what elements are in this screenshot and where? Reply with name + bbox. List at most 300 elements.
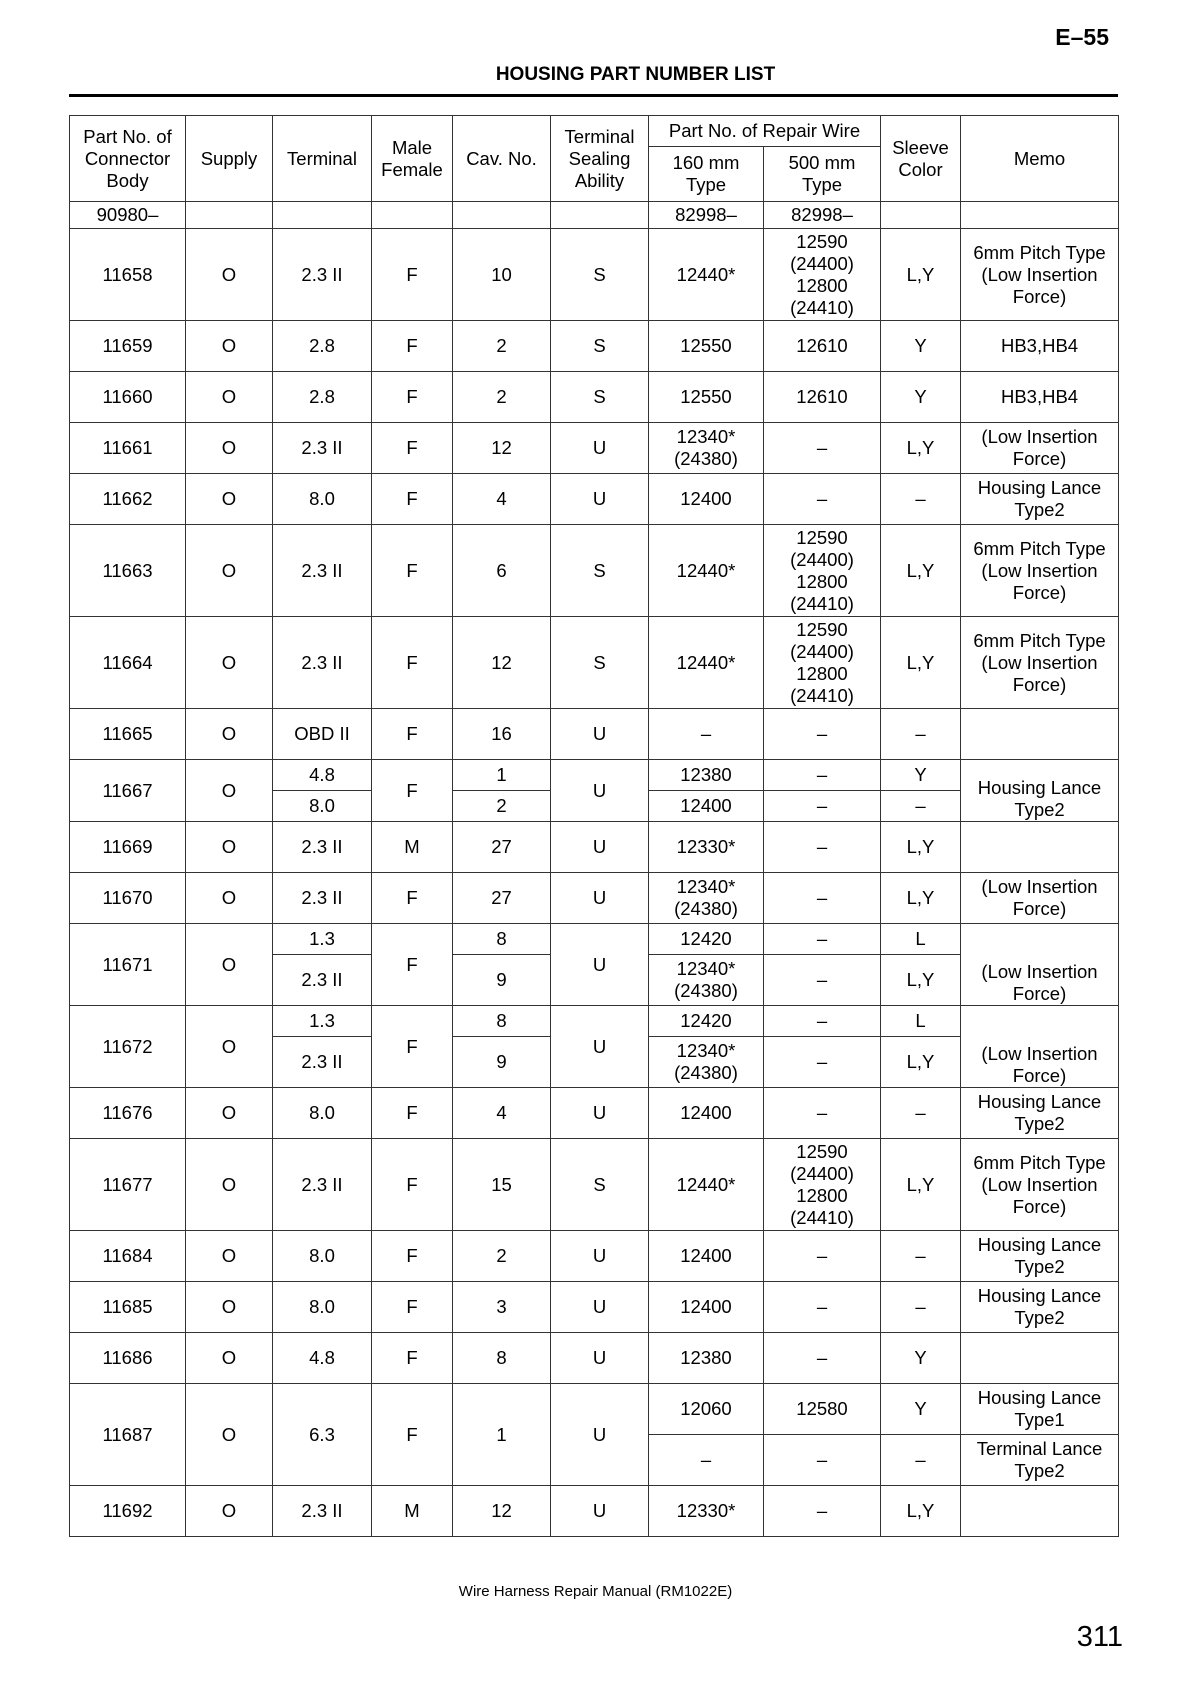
- cell-cav-no: 12: [453, 423, 551, 474]
- wire-500mm-value: –: [816, 969, 828, 990]
- cell-part-no: 11663: [70, 525, 186, 617]
- memo-line: (Low Insertion: [981, 876, 1098, 897]
- cell-wire-500mm: [764, 474, 881, 525]
- cell-terminal: 8.0: [273, 1231, 372, 1282]
- cell-terminal: 2.3 II: [273, 1139, 372, 1231]
- cell-wire-160mm: [649, 1333, 764, 1384]
- cell-cav-no: 2: [453, 1231, 551, 1282]
- cell-sealing: U: [551, 1384, 649, 1486]
- cell-wire-160mm: [649, 1435, 764, 1486]
- header-160mm: [649, 147, 764, 202]
- memo-line: (Low Insertion: [981, 426, 1098, 447]
- header-male-female: [372, 116, 453, 202]
- cell-cav-no: 15: [453, 1139, 551, 1231]
- cell-cav-no: 3: [453, 1282, 551, 1333]
- cell-cav-no: 2: [453, 321, 551, 372]
- cell-part-no: 11661: [70, 423, 186, 474]
- wire-160mm-value: 12440*: [676, 1173, 736, 1195]
- cell-sealing: U: [551, 474, 649, 525]
- wire-160mm-value: 12330*: [676, 836, 736, 857]
- cell-supply: O: [186, 822, 273, 873]
- cell-male-female: M: [372, 822, 453, 873]
- cell-cav-no: 9: [453, 1037, 551, 1088]
- table-row: [70, 1333, 1119, 1384]
- cell-sleeve-color: L,Y: [881, 822, 961, 873]
- cell-part-no: 11670: [70, 873, 186, 924]
- prefix-row: [70, 202, 1119, 229]
- cell-part-no: 11664: [70, 617, 186, 709]
- header-female: Female: [381, 158, 443, 180]
- cell-sealing: U: [551, 822, 649, 873]
- cell-part-no: 11660: [70, 372, 186, 423]
- wire-500mm-value: –: [816, 887, 828, 908]
- cell-terminal: 2.3 II: [273, 229, 372, 321]
- cell-wire-500mm: [764, 873, 881, 924]
- memo-line: Type2: [1014, 1256, 1065, 1277]
- cell-male-female: F: [372, 1139, 453, 1231]
- header-160mm-line: Type: [685, 174, 727, 195]
- cell-cav-no: 1: [453, 760, 551, 791]
- cell-wire-160mm: [649, 525, 764, 617]
- memo-line: Type2: [1014, 1460, 1065, 1481]
- memo-line: HB3,HB4: [1000, 335, 1079, 356]
- cell-supply: O: [186, 760, 273, 822]
- cell-cav-no: 12: [453, 617, 551, 709]
- header-memo: Memo: [961, 116, 1119, 202]
- empty-cell: [881, 202, 961, 229]
- wire-500mm-value: (24400): [790, 252, 854, 274]
- cell-part-no: 11686: [70, 1333, 186, 1384]
- page-title: HOUSING PART NUMBER LIST: [495, 64, 776, 85]
- wire-500mm-value: (24400): [790, 1162, 854, 1184]
- cell-supply: O: [186, 1088, 273, 1139]
- wire-160mm-value: 12400: [680, 1102, 732, 1123]
- memo-line: Housing Lance: [977, 477, 1102, 498]
- cell-terminal: 2.3 II: [273, 955, 372, 1006]
- wire-500mm-value: (24400): [790, 640, 854, 662]
- table-row: [70, 229, 1119, 321]
- cell-cav-no: 12: [453, 1486, 551, 1537]
- cell-supply: O: [186, 321, 273, 372]
- cell-wire-160mm: [649, 1037, 764, 1088]
- cell-cav-no: 10: [453, 229, 551, 321]
- cell-wire-160mm: [649, 372, 764, 423]
- cell-cav-no: 6: [453, 525, 551, 617]
- table-row: [70, 709, 1119, 760]
- cell-sleeve-color: –: [881, 1435, 961, 1486]
- footer-manual-title: Wire Harness Repair Manual (RM1022E): [458, 1583, 733, 1600]
- memo-line: Force): [1012, 898, 1067, 919]
- cell-wire-500mm: [764, 1333, 881, 1384]
- wire-160mm-value: (24380): [674, 448, 738, 469]
- cell-memo: [961, 1282, 1119, 1333]
- header-part-no-line: Part No. of: [83, 125, 172, 147]
- cell-wire-500mm: [764, 1037, 881, 1088]
- header-sealing-line: Terminal: [564, 125, 635, 147]
- empty-cell: [961, 202, 1119, 229]
- cell-sleeve-color: Y: [881, 1333, 961, 1384]
- wire-160mm-value: (24380): [674, 898, 738, 919]
- wire-500mm-value: –: [816, 764, 828, 785]
- cell-cav-no: 16: [453, 709, 551, 760]
- cell-terminal: 8.0: [273, 791, 372, 822]
- cell-part-no: 11687: [70, 1384, 186, 1486]
- cell-supply: O: [186, 525, 273, 617]
- empty-cell: [453, 202, 551, 229]
- table-row: [70, 321, 1119, 372]
- cell-cav-no: 2: [453, 791, 551, 822]
- cell-male-female: F: [372, 1282, 453, 1333]
- cell-sleeve-color: L,Y: [881, 1486, 961, 1537]
- cell-wire-500mm: [764, 1006, 881, 1037]
- table-row: [70, 924, 1119, 955]
- memo-line: Type2: [1014, 1307, 1065, 1328]
- cell-part-no: 11677: [70, 1139, 186, 1231]
- cell-sealing: U: [551, 709, 649, 760]
- header-sealing-line: Sealing: [568, 147, 631, 169]
- cell-supply: O: [186, 1333, 273, 1384]
- heading-rule: [69, 94, 1118, 97]
- header-500mm: [764, 147, 881, 202]
- cell-wire-160mm: [649, 1088, 764, 1139]
- cell-wire-500mm: [764, 1486, 881, 1537]
- cell-supply: O: [186, 617, 273, 709]
- wire-500mm-value: (24410): [790, 684, 854, 706]
- wire-500mm-value: –: [816, 723, 828, 744]
- cell-sleeve-color: Y: [881, 321, 961, 372]
- cell-terminal: OBD II: [273, 709, 372, 760]
- wire-160mm-value: 12380: [680, 1347, 732, 1368]
- wire-500mm-value: 12800: [796, 274, 848, 296]
- table-row: [70, 822, 1119, 873]
- cell-male-female: F: [372, 1006, 453, 1088]
- cell-supply: O: [186, 1006, 273, 1088]
- cell-sealing: U: [551, 924, 649, 1006]
- cell-wire-500mm: [764, 372, 881, 423]
- cell-terminal: 4.8: [273, 1333, 372, 1384]
- wire-160mm-value: (24380): [674, 980, 738, 1001]
- cell-male-female: F: [372, 924, 453, 1006]
- cell-sleeve-color: L: [881, 924, 961, 955]
- memo-line: Housing Lance: [977, 1234, 1102, 1255]
- cell-sleeve-color: Y: [881, 1384, 961, 1435]
- memo-line: 6mm Pitch Type: [973, 537, 1106, 559]
- memo-line: (Low Insertion: [981, 961, 1098, 982]
- cell-supply: O: [186, 229, 273, 321]
- table-row: [70, 423, 1119, 474]
- cell-memo: [961, 924, 1119, 1006]
- cell-part-no: 11665: [70, 709, 186, 760]
- cell-wire-160mm: [649, 1486, 764, 1537]
- cell-wire-160mm: [649, 1006, 764, 1037]
- table-row: [70, 1486, 1119, 1537]
- cell-male-female: F: [372, 617, 453, 709]
- cell-sleeve-color: Y: [881, 372, 961, 423]
- cell-sealing: U: [551, 1231, 649, 1282]
- wire-160mm-value: 12330*: [676, 1500, 736, 1521]
- cell-cav-no: 27: [453, 822, 551, 873]
- empty-cell: [372, 202, 453, 229]
- prefix-part: 90980–: [70, 202, 186, 229]
- cell-wire-500mm: [764, 617, 881, 709]
- cell-wire-500mm: [764, 791, 881, 822]
- header-sealing: [551, 116, 649, 202]
- cell-memo: [961, 474, 1119, 525]
- wire-500mm-value: 12610: [796, 386, 848, 407]
- memo-line: Type2: [1014, 799, 1065, 820]
- cell-memo: [961, 423, 1119, 474]
- cell-memo: [961, 1006, 1119, 1088]
- memo-line: 6mm Pitch Type: [973, 241, 1106, 263]
- cell-sleeve-color: L,Y: [881, 1037, 961, 1088]
- wire-160mm-value: 12340*: [676, 958, 736, 979]
- cell-sealing: U: [551, 1088, 649, 1139]
- memo-line: Force): [1012, 448, 1067, 469]
- prefix-wire500: 82998–: [764, 202, 881, 229]
- cell-memo: [961, 709, 1119, 760]
- cell-memo: [961, 229, 1119, 321]
- wire-500mm-value: –: [816, 1051, 828, 1072]
- memo-line: HB3,HB4: [1000, 386, 1079, 407]
- cell-part-no: 11671: [70, 924, 186, 1006]
- table-row: [70, 760, 1119, 791]
- cell-wire-500mm: [764, 229, 881, 321]
- cell-terminal: 8.0: [273, 1088, 372, 1139]
- cell-memo: [961, 873, 1119, 924]
- cell-part-no: 11692: [70, 1486, 186, 1537]
- cell-cav-no: 4: [453, 1088, 551, 1139]
- cell-wire-500mm: [764, 955, 881, 1006]
- memo-line: 6mm Pitch Type: [973, 629, 1106, 651]
- cell-wire-500mm: [764, 321, 881, 372]
- table-row: [70, 1006, 1119, 1037]
- memo-line: (Low Insertion: [981, 263, 1098, 285]
- wire-500mm-value: 12580: [796, 1398, 848, 1419]
- cell-male-female: F: [372, 1231, 453, 1282]
- cell-cav-no: 4: [453, 474, 551, 525]
- wire-500mm-value: –: [816, 836, 828, 857]
- cell-wire-160mm: [649, 1384, 764, 1435]
- wire-500mm-value: 12800: [796, 662, 848, 684]
- wire-160mm-value: 12550: [680, 386, 732, 407]
- cell-memo: [961, 1486, 1119, 1537]
- memo-line: Force): [1012, 285, 1067, 307]
- cell-terminal: 2.3 II: [273, 1486, 372, 1537]
- cell-terminal: 2.3 II: [273, 822, 372, 873]
- table-row: [70, 1384, 1119, 1435]
- header-sleeve: Sleeve: [892, 136, 949, 158]
- cell-part-no: 11684: [70, 1231, 186, 1282]
- cell-sealing: S: [551, 321, 649, 372]
- wire-160mm-value: 12400: [680, 488, 732, 509]
- wire-500mm-value: 12800: [796, 1184, 848, 1206]
- wire-160mm-value: 12340*: [676, 1040, 736, 1061]
- cell-memo: [961, 1384, 1119, 1435]
- cell-supply: O: [186, 423, 273, 474]
- cell-cav-no: 8: [453, 1006, 551, 1037]
- wire-160mm-value: 12340*: [676, 426, 736, 447]
- cell-supply: O: [186, 1486, 273, 1537]
- wire-500mm-value: 12590: [796, 526, 848, 548]
- cell-wire-160mm: [649, 760, 764, 791]
- cell-supply: O: [186, 873, 273, 924]
- cell-supply: O: [186, 1282, 273, 1333]
- wire-160mm-value: 12440*: [676, 559, 736, 581]
- wire-500mm-value: –: [816, 1449, 828, 1470]
- cell-supply: O: [186, 372, 273, 423]
- page-code: E–55: [1055, 24, 1109, 50]
- cell-terminal: 1.3: [273, 1006, 372, 1037]
- wire-500mm-value: (24400): [790, 548, 854, 570]
- cell-wire-160mm: [649, 822, 764, 873]
- cell-sealing: U: [551, 1282, 649, 1333]
- memo-line: Force): [1012, 1065, 1067, 1086]
- cell-supply: O: [186, 1384, 273, 1486]
- cell-terminal: 4.8: [273, 760, 372, 791]
- cell-sealing: U: [551, 1486, 649, 1537]
- header-500mm-line: 500 mm: [788, 152, 856, 173]
- memo-line: Force): [1012, 1195, 1067, 1217]
- cell-terminal: 2.3 II: [273, 617, 372, 709]
- cell-wire-160mm: [649, 955, 764, 1006]
- table-body: [70, 202, 1119, 1537]
- header-row-1: [70, 116, 1119, 147]
- cell-sleeve-color: –: [881, 474, 961, 525]
- cell-wire-500mm: [764, 1088, 881, 1139]
- cell-sealing: U: [551, 873, 649, 924]
- header-supply: Supply: [186, 116, 273, 202]
- cell-supply: O: [186, 474, 273, 525]
- cell-memo: [961, 1139, 1119, 1231]
- memo-line: Type2: [1014, 1113, 1065, 1134]
- cell-cav-no: 8: [453, 1333, 551, 1384]
- page-number: 311: [1076, 1621, 1123, 1653]
- cell-terminal: 6.3: [273, 1384, 372, 1486]
- cell-part-no: 11667: [70, 760, 186, 822]
- wire-160mm-value: 12400: [680, 1296, 732, 1317]
- cell-part-no: 11672: [70, 1006, 186, 1088]
- cell-male-female: F: [372, 423, 453, 474]
- header-part-no: [70, 116, 186, 202]
- cell-terminal: 2.3 II: [273, 423, 372, 474]
- cell-terminal: 1.3: [273, 924, 372, 955]
- wire-160mm-value: 12380: [680, 764, 732, 785]
- wire-500mm-value: –: [816, 1010, 828, 1031]
- cell-sealing: U: [551, 423, 649, 474]
- cell-part-no: 11669: [70, 822, 186, 873]
- cell-male-female: F: [372, 709, 453, 760]
- memo-line: Force): [1012, 673, 1067, 695]
- header-cav-no: Cav. No.: [453, 116, 551, 202]
- memo-line: Housing Lance: [977, 1285, 1102, 1306]
- cell-wire-500mm: [764, 1435, 881, 1486]
- cell-male-female: F: [372, 1333, 453, 1384]
- cell-wire-500mm: [764, 709, 881, 760]
- memo-line: (Low Insertion: [981, 1043, 1098, 1064]
- cell-terminal: 2.3 II: [273, 525, 372, 617]
- cell-wire-160mm: [649, 1282, 764, 1333]
- memo-line: Type2: [1014, 499, 1065, 520]
- cell-sealing: U: [551, 1006, 649, 1088]
- cell-sleeve-color: L,Y: [881, 525, 961, 617]
- wire-500mm-value: 12800: [796, 570, 848, 592]
- cell-cav-no: 9: [453, 955, 551, 1006]
- cell-memo: [961, 760, 1119, 822]
- table-row: [70, 372, 1119, 423]
- cell-cav-no: 2: [453, 372, 551, 423]
- cell-male-female: F: [372, 873, 453, 924]
- cell-sleeve-color: L,Y: [881, 423, 961, 474]
- wire-500mm-value: –: [816, 1245, 828, 1266]
- cell-male-female: F: [372, 229, 453, 321]
- cell-wire-160mm: [649, 709, 764, 760]
- empty-cell: [551, 202, 649, 229]
- cell-wire-500mm: [764, 760, 881, 791]
- cell-male-female: F: [372, 760, 453, 822]
- cell-sleeve-color: –: [881, 1088, 961, 1139]
- cell-sleeve-color: L,Y: [881, 955, 961, 1006]
- empty-cell: [186, 202, 273, 229]
- table-row: [70, 1282, 1119, 1333]
- cell-sleeve-color: Y: [881, 760, 961, 791]
- wire-160mm-value: 12340*: [676, 876, 736, 897]
- cell-male-female: F: [372, 1384, 453, 1486]
- header-500mm-line: Type: [801, 174, 843, 195]
- cell-sleeve-color: –: [881, 709, 961, 760]
- header-terminal: Terminal: [273, 116, 372, 202]
- cell-memo: [961, 321, 1119, 372]
- cell-sleeve-color: L,Y: [881, 1139, 961, 1231]
- cell-part-no: 11685: [70, 1282, 186, 1333]
- cell-memo: [961, 1333, 1119, 1384]
- cell-wire-500mm: [764, 1231, 881, 1282]
- prefix-wire160: 82998–: [649, 202, 764, 229]
- wire-500mm-value: –: [816, 1102, 828, 1123]
- memo-line: Terminal Lance: [976, 1438, 1103, 1459]
- cell-sealing: S: [551, 229, 649, 321]
- header-repair-wire: Part No. of Repair Wire: [649, 116, 881, 147]
- cell-terminal: 2.3 II: [273, 873, 372, 924]
- wire-500mm-value: –: [816, 928, 828, 949]
- header-color: Color: [898, 158, 943, 180]
- cell-wire-500mm: [764, 1139, 881, 1231]
- wire-500mm-value: –: [816, 1500, 828, 1521]
- memo-line: (Low Insertion: [981, 559, 1098, 581]
- cell-terminal: 8.0: [273, 474, 372, 525]
- memo-line: Force): [1012, 581, 1067, 603]
- cell-memo: [961, 525, 1119, 617]
- cell-wire-160mm: [649, 924, 764, 955]
- cell-sleeve-color: –: [881, 1282, 961, 1333]
- wire-500mm-value: (24410): [790, 1206, 854, 1228]
- table-row: [70, 474, 1119, 525]
- cell-terminal: 2.8: [273, 372, 372, 423]
- cell-sealing: S: [551, 1139, 649, 1231]
- cell-sleeve-color: L,Y: [881, 229, 961, 321]
- table-row: [70, 1088, 1119, 1139]
- cell-wire-500mm: [764, 1384, 881, 1435]
- cell-male-female: F: [372, 372, 453, 423]
- cell-wire-160mm: [649, 474, 764, 525]
- wire-160mm-value: 12400: [680, 1245, 732, 1266]
- table-row: [70, 525, 1119, 617]
- cell-sleeve-color: L,Y: [881, 617, 961, 709]
- cell-male-female: M: [372, 1486, 453, 1537]
- wire-160mm-value: 12440*: [676, 263, 736, 285]
- wire-500mm-value: –: [816, 437, 828, 458]
- wire-500mm-value: (24410): [790, 296, 854, 318]
- memo-line: Housing Lance: [977, 777, 1102, 798]
